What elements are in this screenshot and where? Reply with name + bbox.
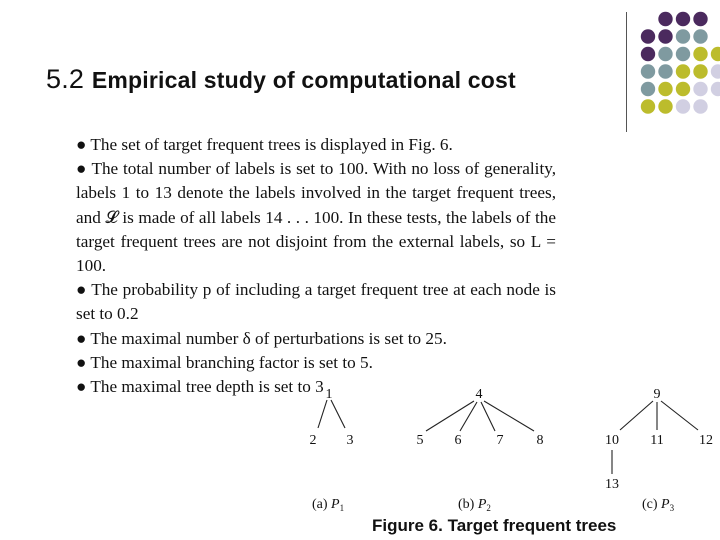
tree-node: 10	[605, 433, 619, 448]
decorative-dot	[641, 64, 655, 78]
decorative-dot	[658, 29, 672, 43]
tree-node: 3	[346, 433, 354, 448]
tree-node: 4	[475, 387, 483, 402]
tree-node: 7	[496, 433, 504, 448]
decorative-dot	[658, 64, 672, 78]
bullet-total-labels: ● The total number of labels is set to 100. With no loss of generality, labels 1 to 13 denote the labels involved in the target frequent trees, and 𝓛 is made of all labels 14 . . . 100. In these tests, the labels of the target frequent trees are not disjoint from the external labels, so L = 100.	[76, 159, 556, 276]
decorative-dot	[711, 82, 720, 96]
decorative-dot	[693, 29, 707, 43]
tree-node: 8	[536, 433, 544, 448]
decorative-dot	[711, 64, 720, 78]
tree-node: 5	[416, 433, 424, 448]
section-number: 5.2	[46, 64, 85, 94]
decorative-dot	[641, 29, 655, 43]
decorative-dot	[658, 99, 672, 113]
title-divider	[626, 12, 627, 132]
bullet-branching-factor: ● The maximal branching factor is set to 5.	[76, 352, 373, 372]
decorative-dot	[641, 47, 655, 61]
decorative-dot	[658, 47, 672, 61]
tree-p2	[417, 387, 544, 513]
bullet-fig-reference: ● The set of target frequent trees is displayed in Fig. 6.	[76, 135, 453, 154]
decorative-dot	[676, 64, 690, 78]
tree-p1	[310, 387, 354, 513]
decorative-dot	[693, 82, 707, 96]
decorative-dot	[711, 47, 720, 61]
decorative-dot	[693, 64, 707, 78]
decorative-dot	[676, 99, 690, 113]
decorative-dot	[676, 29, 690, 43]
decorative-dot	[641, 99, 655, 113]
tree-node: 12	[699, 433, 713, 448]
decorative-dot	[641, 82, 655, 96]
tree-label: (b) $P_2$	[458, 497, 491, 513]
decorative-dot	[693, 99, 707, 113]
decorative-dot	[693, 47, 707, 61]
figure-caption: Figure 6. Target frequent trees	[372, 516, 617, 535]
tree-node: 1	[325, 387, 333, 402]
decorative-dot	[676, 82, 690, 96]
tree-label: (a) $P_1$	[312, 497, 345, 513]
tree-label: (c) $P_3$	[642, 497, 675, 513]
decorative-dot	[693, 12, 707, 26]
decorative-dot	[676, 47, 690, 61]
tree-node: 9	[653, 387, 661, 402]
tree-node: 13	[605, 477, 619, 492]
tree-p3	[605, 387, 713, 513]
decorative-dot	[658, 82, 672, 96]
slide-title	[46, 64, 516, 95]
bullet-tree-depth: ● The maximal tree depth is set to 3	[76, 377, 324, 397]
bullet-perturbations: ● The maximal number δ of perturbations is set to 25.	[76, 328, 447, 348]
decorative-dot	[658, 12, 672, 26]
tree-node: 2	[309, 433, 317, 448]
tree-node: 11	[650, 433, 664, 448]
decorative-dot	[676, 12, 690, 26]
slide-title-text: Empirical study of computational cost	[91, 67, 516, 93]
tree-node: 6	[454, 433, 462, 448]
bullet-probability: ● The probability p of including a target frequent tree at each node is set to 0.2	[76, 280, 556, 324]
body-text	[76, 133, 556, 399]
